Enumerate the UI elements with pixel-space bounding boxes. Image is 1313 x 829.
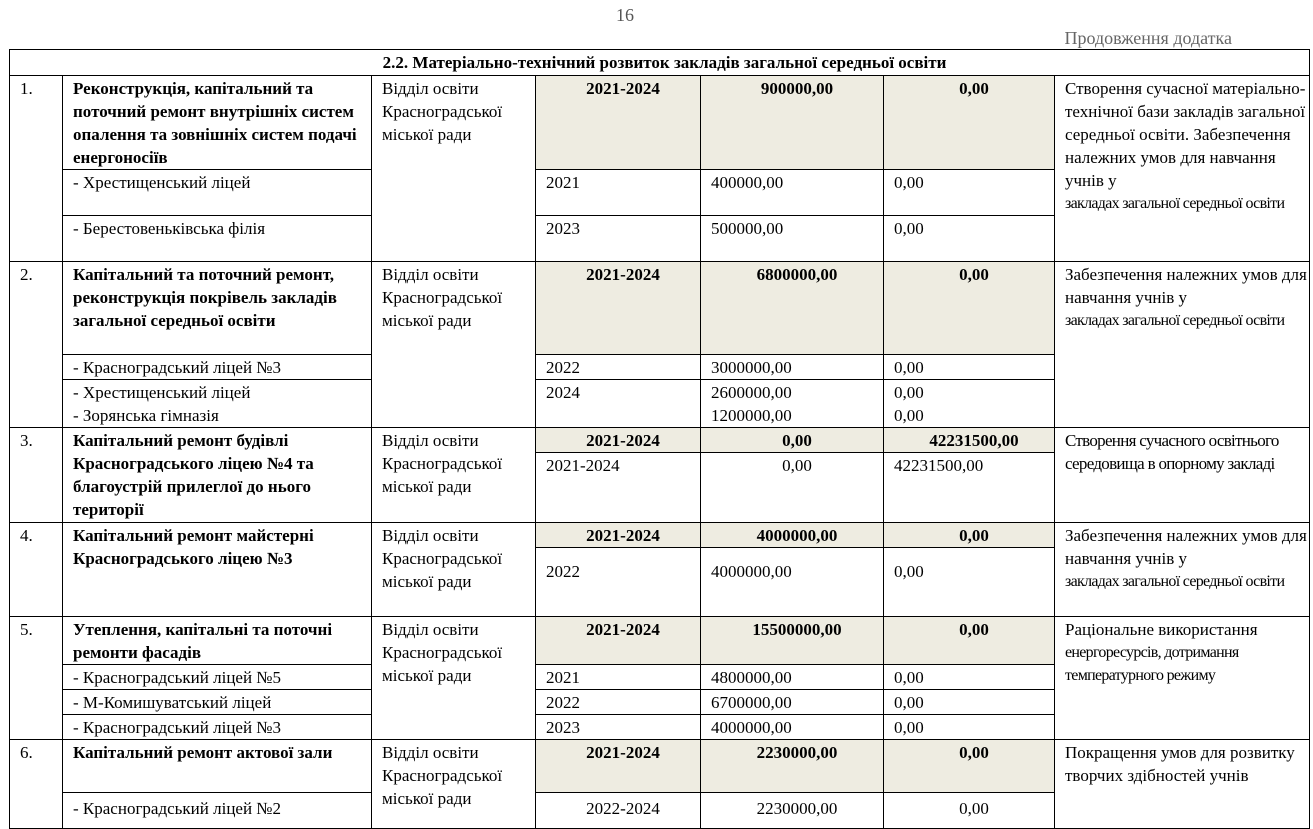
sub-item-others [884, 380, 1055, 428]
measure-title: Капітальний ремонт майстерні Красноградського ліцею №3 [63, 523, 372, 617]
sub-item-amount: 3000000,00 [701, 355, 884, 380]
sub-item-name: - Красноградський ліцей №3 [63, 715, 372, 740]
sub-item-other: 42231500,00 [884, 453, 1055, 523]
table-row [10, 617, 1310, 665]
expected-result [1055, 617, 1310, 740]
amount-cell: 6800000,00 [701, 262, 884, 355]
amount-cell: 0,00 [701, 428, 884, 453]
sub-item-name: - Хрестищенський ліцей [63, 170, 372, 216]
expected-result: Покращення умов для розвитку творчих здібностей учнів [1055, 740, 1310, 829]
expected-result [1055, 76, 1310, 262]
sub-item-amounts [701, 380, 884, 428]
sub-item-amount: 4000000,00 [701, 715, 884, 740]
result-text: Забезпечення належних умов для навчання учнів у [1065, 265, 1307, 307]
sub-item-name: - Зорянська гімназія [73, 406, 219, 425]
measure-title: Капітальний ремонт будівлі Красноградського ліцею №4 та благоустрій прилеглої до нього території [63, 428, 372, 523]
period-cell: 2021-2024 [536, 262, 701, 355]
sub-item-year: 2022-2024 [536, 793, 701, 829]
sub-item-name: - Красноградський ліцей №5 [63, 665, 372, 690]
program-table [9, 49, 1310, 829]
measure-title: Капітальний та поточний ремонт, реконструкція покрівель закладів загальної середньої освіти [63, 262, 372, 355]
sub-item-year: 2022 [536, 690, 701, 715]
other-funds-cell: 0,00 [884, 740, 1055, 793]
sub-item-name: - Хрестищенський ліцей [73, 383, 251, 402]
sub-item-name: - Красноградський ліцей №2 [63, 793, 372, 829]
measure-title: Утеплення, капітальні та поточні ремонти фасадів [63, 617, 372, 665]
row-number: 4. [10, 523, 63, 617]
sub-item-amount: 1200000,00 [711, 406, 792, 425]
section-title: 2.2. Матеріально-технічний розвиток закладів загальної середньої освіти [10, 50, 1310, 76]
table-row [10, 523, 1310, 548]
sub-item-other: 0,00 [884, 715, 1055, 740]
period-cell: 2021-2024 [536, 76, 701, 170]
sub-item-other: 0,00 [884, 548, 1055, 617]
table-row [10, 740, 1310, 793]
other-funds-cell: 0,00 [884, 76, 1055, 170]
period-cell: 2021-2024 [536, 523, 701, 548]
table-row [10, 76, 1310, 170]
period-cell: 2021-2024 [536, 428, 701, 453]
sub-item-amount: 4000000,00 [701, 548, 884, 617]
sub-item-year: 2021 [536, 665, 701, 690]
period-cell: 2021-2024 [536, 617, 701, 665]
sub-item-name: - Красноградський ліцей №3 [63, 355, 372, 380]
amount-cell: 15500000,00 [701, 617, 884, 665]
executor-cell: Відділ освіти Красноградської міської ради [372, 262, 536, 428]
measure-title: Капітальний ремонт актової зали [63, 740, 372, 793]
sub-item-other: 0,00 [884, 793, 1055, 829]
sub-item-year: 2021-2024 [536, 453, 701, 523]
amount-cell: 4000000,00 [701, 523, 884, 548]
sub-item-year: 2023 [536, 216, 701, 262]
table-row [10, 428, 1310, 453]
expected-result [1055, 523, 1310, 617]
sub-item-other: 0,00 [884, 355, 1055, 380]
executor-cell: Відділ освіти Красноградської міської ради [372, 617, 536, 740]
result-text: Забезпечення належних умов для навчання учнів у [1065, 526, 1307, 568]
sub-item-year: 2022 [536, 548, 701, 617]
sub-item-other: 0,00 [884, 665, 1055, 690]
amount-cell: 900000,00 [701, 76, 884, 170]
sub-item-other: 0,00 [894, 383, 924, 402]
sub-item-amount: 400000,00 [701, 170, 884, 216]
result-text-narrow: закладах загальної середньої освіти [1065, 195, 1285, 212]
row-number: 3. [10, 428, 63, 523]
sub-item-amount: 4800000,00 [701, 665, 884, 690]
row-number: 5. [10, 617, 63, 740]
result-text: Раціональне використання [1065, 620, 1258, 639]
sub-item-other: 0,00 [884, 216, 1055, 262]
sub-item-year: 2024 [546, 383, 580, 402]
result-text-narrow: енергоресурсів, дотримання температурного режиму [1065, 644, 1239, 684]
executor-cell: Відділ освіти Красноградської міської ради [372, 523, 536, 617]
sub-item-amount: 2230000,00 [701, 793, 884, 829]
sub-item-other: 0,00 [884, 170, 1055, 216]
sub-item-other: 0,00 [894, 406, 924, 425]
result-text-narrow: закладах загальної середньої освіти [1065, 573, 1285, 590]
period-cell: 2021-2024 [536, 740, 701, 793]
sub-item-year: 2022 [536, 355, 701, 380]
sub-item-amount: 0,00 [701, 453, 884, 523]
other-funds-cell: 0,00 [884, 617, 1055, 665]
sub-item-amount: 500000,00 [701, 216, 884, 262]
other-funds-cell: 42231500,00 [884, 428, 1055, 453]
sub-item-amount: 6700000,00 [701, 690, 884, 715]
other-funds-cell: 0,00 [884, 262, 1055, 355]
other-funds-cell: 0,00 [884, 523, 1055, 548]
sub-item-amount: 2600000,00 [711, 383, 792, 402]
amount-cell: 2230000,00 [701, 740, 884, 793]
executor-cell: Відділ освіти Красноградської міської ради [372, 428, 536, 523]
row-number: 2. [10, 262, 63, 428]
expected-result: Створення сучасного освітнього середовища в опорному закладі [1055, 428, 1310, 523]
sub-item-year: 2021 [536, 170, 701, 216]
result-text: Створення сучасної матеріально-технічної бази закладів загальної середньої освіти. Забезпечення належних умов для навчання учнів у [1065, 79, 1306, 190]
continuation-label: Продовження додатка [1064, 28, 1232, 48]
page-number: 16 [616, 5, 634, 25]
sub-item-name: - М-Комишуватський ліцей [63, 690, 372, 715]
executor-cell: Відділ освіти Красноградської міської ради [372, 76, 536, 262]
result-text-narrow: закладах загальної середньої освіти [1065, 312, 1285, 329]
sub-item-year [536, 380, 701, 428]
executor-cell: Відділ освіти Красноградської міської ради [372, 740, 536, 829]
sub-item-year: 2023 [536, 715, 701, 740]
table-row [10, 262, 1310, 355]
sub-item-name: - Берестовеньківська філія [63, 216, 372, 262]
row-number: 1. [10, 76, 63, 262]
measure-title: Реконструкція, капітальний та поточний ремонт внутрішніх систем опалення та зовнішніх систем подачі енергоносіїв [63, 76, 372, 170]
row-number: 6. [10, 740, 63, 829]
expected-result [1055, 262, 1310, 428]
sub-item-names [63, 380, 372, 428]
sub-item-other: 0,00 [884, 690, 1055, 715]
